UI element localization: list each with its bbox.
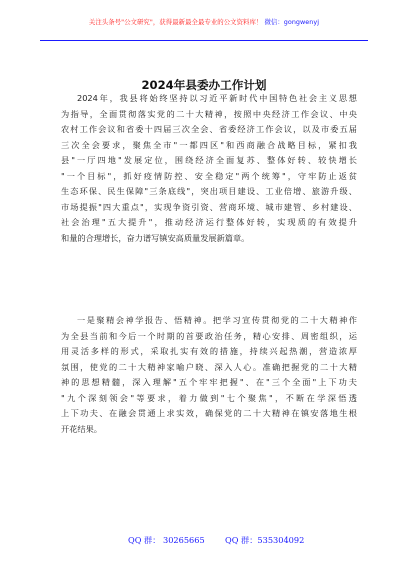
paragraph-line: 三次全会要求，聚焦全市"一都四区"和西商融合战略目标，紧扣我 [61,139,357,150]
paragraph-line: "一个目标"，抓好疫情防控、安全稳定"两个统筹"，守牢防止返贫 [61,170,357,181]
paragraph-line: 社会治理"五大提升"，推动经济运行整体好转，实现质的有效提升 [61,217,357,227]
header-banner-text[interactable] [89,18,319,26]
paragraph-line: 县"一厅四地"发展定位，围绕经济全面复苏、整体好转、较快增长 [61,155,357,165]
paragraph-line: 为指导，全面贯彻落实党的二十大精神，按照中央经济工作会议、中央 [61,108,357,119]
paragraph-line: 氛围，使党的二十大精神家喻户晓、深入人心。准确把握党的二十大精 [61,361,357,372]
paragraph-line: 一是聚精会神学报告、悟精神。把学习宣传贯彻党的二十大精神作 [77,315,357,325]
paragraph-line: 为全县当前和今后一个时期的首要政治任务，精心安排、周密组织，运 [61,330,357,341]
qq-group-1-link[interactable]: QQ 群： 30265665 [128,535,205,545]
paragraph-line: 开花结果。 [61,423,102,434]
paragraph-line: 神的思想精髓，深入理解"五个牢牢把握"、在"三个全面"上下功夫 [61,377,357,387]
paragraph-line: 生态环保、民生保障"三条底线"，突出项目建设、工业倍增、旅游升级、 [61,186,357,196]
paragraph-line: 和量的合理增长，奋力谱写镇安高质量发展新篇章。 [61,232,250,243]
header-divider [40,40,368,41]
paragraph-line: 2024年，我县将始终坚持以习近平新时代中国特色社会主义思想 [77,93,357,103]
paragraph-2 [61,313,357,437]
paragraph-line: 上下功夫、在融会贯通上求实效，确保党的二十大精神在镇安落地生根 [61,408,357,418]
qq-group-2-link[interactable]: QQ 群：535304092 [225,535,305,545]
paragraph-line: 农村工作会议和省委十四届三次全会、省委经济工作会议，以及市委五届 [61,124,357,134]
paragraph-line: 市场提振"四大重点"，实现争资引资、营商环境、城市建管、乡村建设、 [61,201,357,212]
banner-segment: 微信：gongwenyj [264,18,320,26]
banner-segment: 关注头条号"公文研究"，获得最新最全最专业的公文资料库！ [88,18,265,26]
paragraph-line: 用灵活多样的形式，采取扎实有效的措施，持续兴起热潮，营造浓厚 [61,346,357,356]
header-banner[interactable] [40,18,368,27]
paragraph-line: "九个深刻领会"等要求，着力做到"七个聚焦"，不断在学深悟透 [61,392,357,403]
document-title: 2024年县委办工作计划 [141,78,267,92]
paragraph-1 [61,91,357,246]
